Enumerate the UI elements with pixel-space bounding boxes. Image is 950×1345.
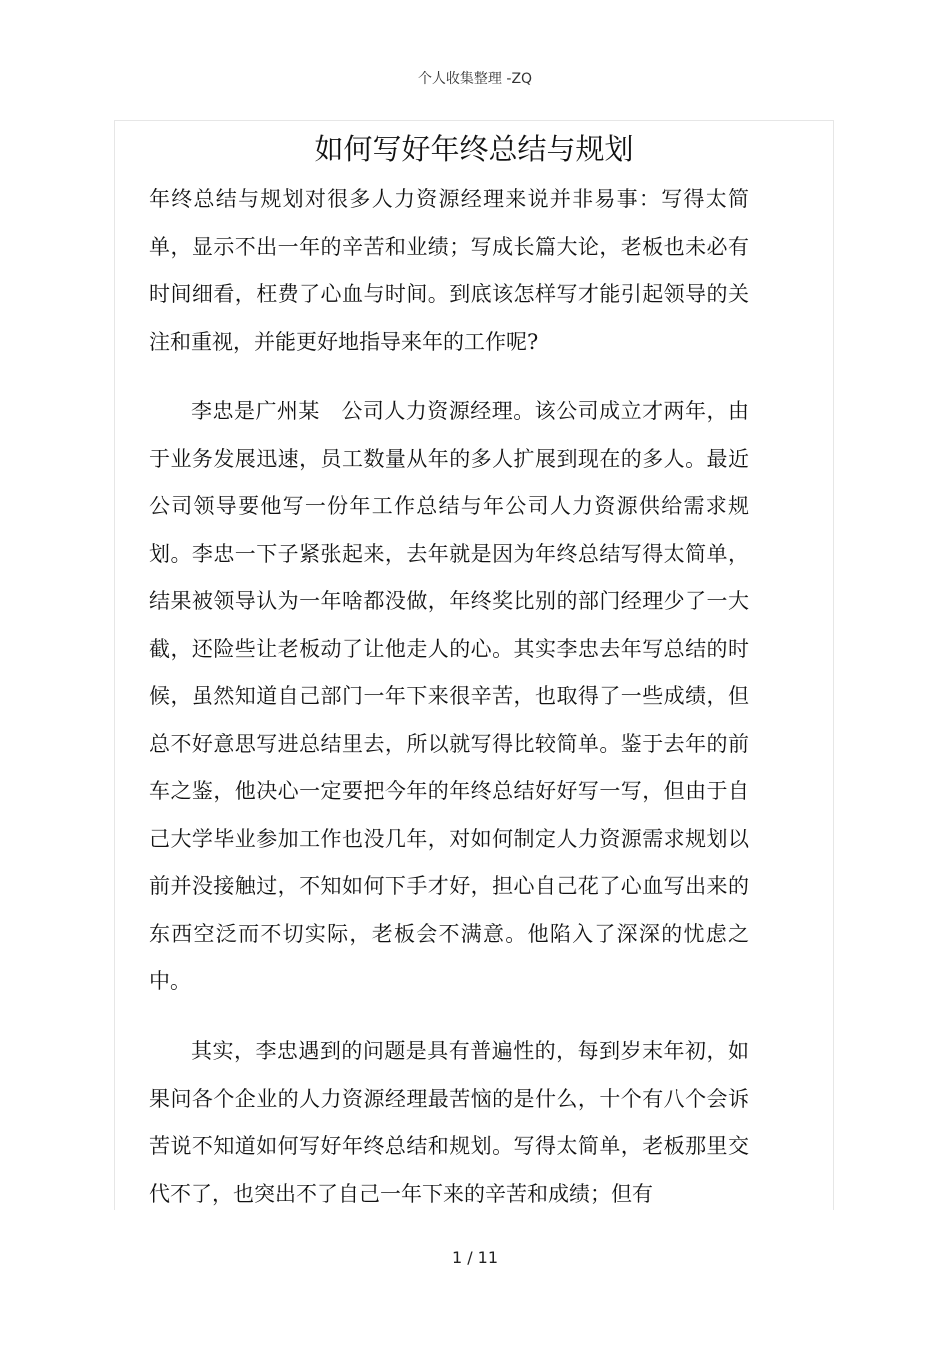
paragraph-case-story: 李忠是广州某 公司人力资源经理。该公司成立才两年，由于业务发展迅速，员工数量从年的多人扩展到现在的多人。最近公司领导要他写一份年工作总结与年公司人力资源供给需求规划。李忠一下子紧张起来，去年就是因为年终总结写得太简单，结果被领导认为一年啥都没做，年终奖比别的部门经理少了一大截，还险些让老板动了让他走人的心。其实李忠去年写总结的时候，虽然知道自己部门一年下来很辛苦，也取得了一些成绩，但总不好意思写进总结里去，所以就写得比较简单。鉴于去年的前车之鉴，他决心一定要把今年的年终总结好好写一写，但由于自己大学毕业参加工作也没几年，对如何制定人力资源需求规划以前并没接触过，不知如何下手才好，担心自己花了心血写出来的东西空泛而不切实际，老板会不满意。他陷入了深深的忧虑之中。 bbox=[149, 399, 749, 993]
paragraph-common-problem: 其实，李忠遇到的问题是具有普遍性的，每到岁末年初，如果问各个企业的人力资源经理最苦恼的是什么，十个有八个会诉苦说不知道如何写好年终总结和规划。写得太简单，老板那里交代不了，也突出不了自己一年下来的辛苦和成绩；但有 bbox=[149, 1039, 749, 1206]
paragraph-intro: 年终总结与规划对很多人力资源经理来说并非易事：写得太简单，显示不出一年的辛苦和业绩；写成长篇大论，老板也未必有时间细看，枉费了心血与时间。到底该怎样写才能引起领导的关注和重视，并能更好地指导来年的工作呢? bbox=[149, 187, 749, 354]
page-header: 个人收集整理 -ZQ bbox=[417, 71, 533, 87]
document-content bbox=[114, 120, 834, 1210]
page-number: 1 / 11 bbox=[451, 1248, 499, 1267]
document-title: 如何写好年终总结与规划 bbox=[314, 132, 634, 166]
